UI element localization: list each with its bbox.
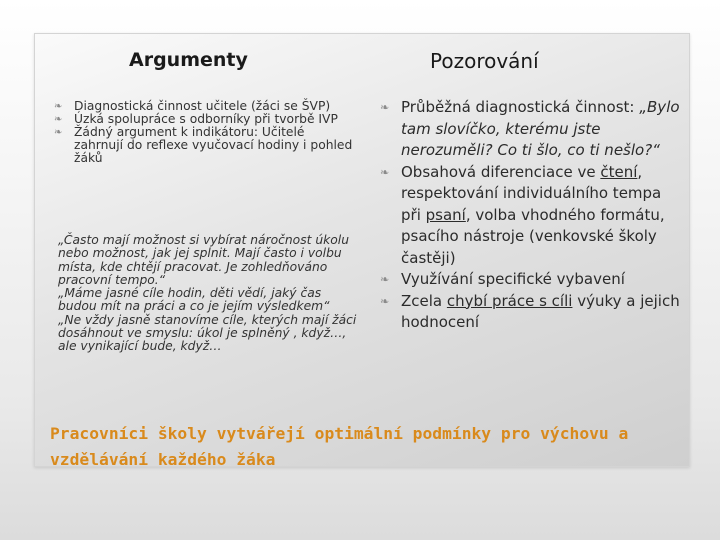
underlined-text: psaní [425, 205, 466, 224]
bullet-icon: ❧ [380, 273, 390, 286]
list-item-text: Diagnostická činnost učitele (žáci se ŠVP) [74, 99, 331, 113]
heading-observations: Pozorování [430, 49, 539, 73]
bullet-icon: ❧ [380, 294, 390, 308]
bullet-icon: ❧ [54, 114, 63, 125]
list-item [54, 126, 354, 165]
underlined-text: chybí práce s cíli [446, 291, 573, 310]
list-item-text: Obsahová diferenciace ve [401, 162, 601, 181]
list-item-text: , volba vhodného formátu, psacího nástroje (venkovské školy častěji) [401, 205, 665, 267]
heading-arguments: Argumenty [129, 49, 248, 71]
list-item-quote: „Bylo tam slovíčko, kterému jste nerozuměli? Co ti šlo, co ti nešlo?“ [401, 98, 680, 159]
list-item-text: Žádný argument k indikátoru: Učitelé zahrnují do reflexe vyučovací hodiny i pohled žáků [74, 125, 353, 165]
list-item-text: výuky a jejich hodnocení [401, 291, 680, 331]
bullet-icon: ❧ [380, 165, 390, 179]
bullet-icon: ❧ [54, 127, 63, 138]
conclusion-text: Pracovníci školy vytvářejí optimální podmínky pro výchovu a vzdělávání každého žáka [50, 424, 629, 469]
arguments-list [54, 100, 354, 165]
list-item-text: Průběžná diagnostická činnost: [401, 98, 640, 116]
bullet-icon: ❧ [54, 101, 63, 112]
quote: „Ne vždy jasně stanovíme cíle, kterých mají žáci dosáhnout ve smyslu: úkol je splněný , když…, ale vynikající bude, když… [58, 312, 357, 354]
quote: „Často mají možnost si vybírat náročnost úkolu nebo možnost, jak jej splnit. Mají často i volbu místa, kde chtějí pracovat. Je zohledňováno pracovní tempo.“ [58, 233, 349, 287]
list-item [380, 97, 680, 162]
list-item-text: Zcela [401, 291, 447, 310]
list-item-text: Využívání specifické vybavení [401, 270, 625, 288]
list-item-text: Úzká spolupráce s odborníky při tvorbě IVP [74, 112, 338, 126]
list-item [380, 291, 680, 334]
list-item [380, 269, 680, 291]
quote: „Máme jasné cíle hodin, děti vědí, jaký čas budou mít na práci a co je jejím výsledkem“ [58, 286, 330, 314]
list-item [380, 162, 680, 270]
list-item-text: , respektování individuálního tempa při [401, 162, 662, 224]
bullet-icon: ❧ [380, 101, 390, 114]
observations-list [380, 97, 680, 334]
quotes-block [58, 234, 358, 354]
underlined-text: čtení [600, 162, 638, 181]
